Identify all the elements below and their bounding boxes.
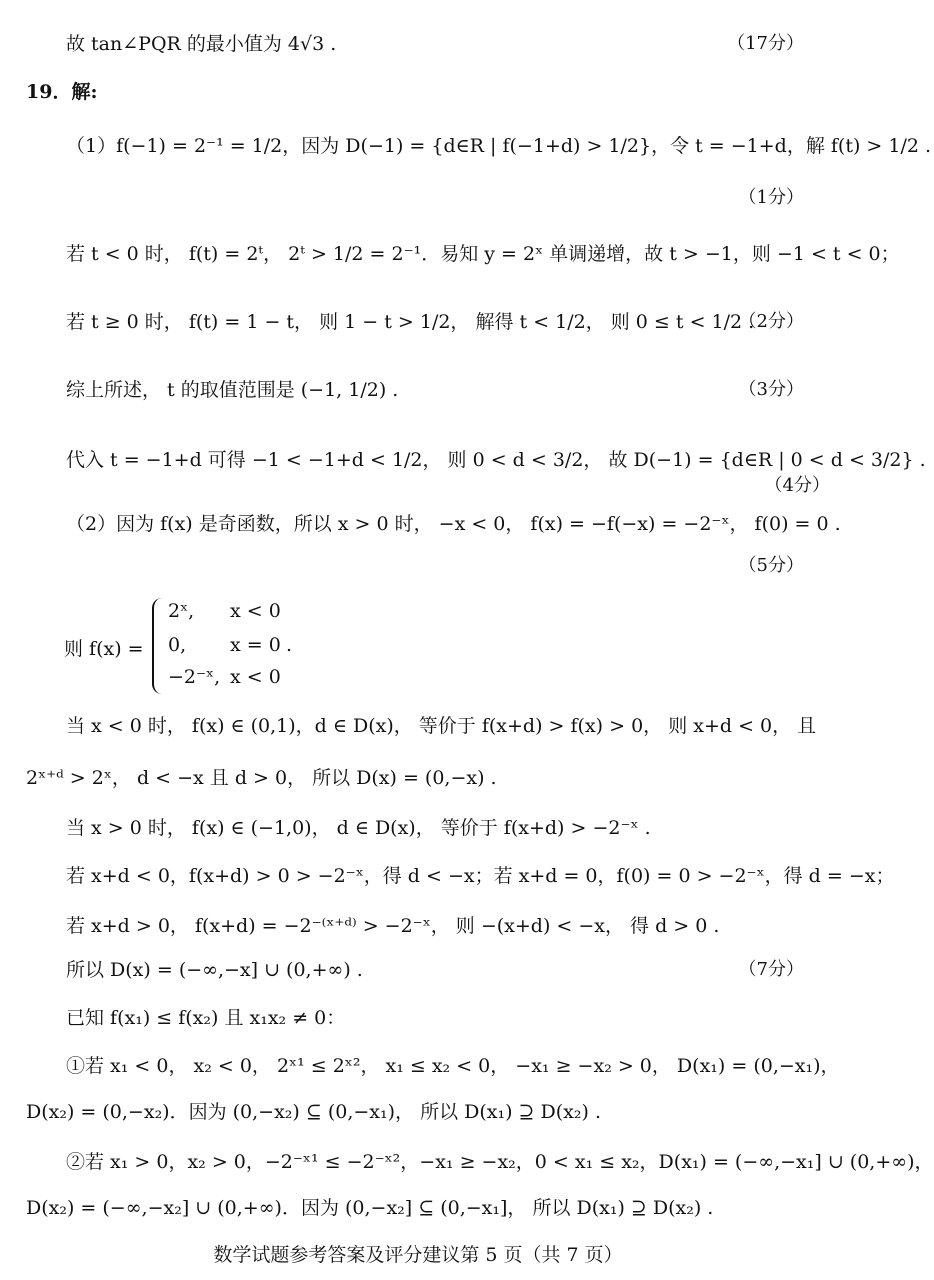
line-text: ②若 x₁ > 0，x₂ > 0，−2⁻ˣ¹ ≤ −2⁻ˣ²，−x₁ ≥ −x₂，0 < x₁ ≤ x₂，D(x₁) = (−∞,−x₁] ∪ (0,+∞)， [66, 1151, 934, 1173]
line-text: D(x₂) = (−∞,−x₂] ∪ (0,+∞)．因为 (0,−x₂] ⊆ (0,−x₁]， 所以 D(x₁) ⊇ D(x₂) . [26, 1197, 714, 1219]
score-label: （5分） [738, 555, 804, 576]
piecewise-case-cond: x < 0 [230, 666, 281, 688]
line-text: 所以 D(x) = (−∞,−x] ∪ (0,+∞) . [66, 959, 363, 981]
line-text: D(x₂) = (0,−x₂)．因为 (0,−x₂) ⊆ (0,−x₁)， 所以 D(x₁) ⊇ D(x₂) . [26, 1101, 601, 1123]
piecewise-case-cond: x = 0 [230, 634, 281, 656]
piecewise-label: 则 f(x) = [64, 638, 144, 660]
line-text: 若 t < 0 时， f(t) = 2ᵗ， 2ᵗ > 1/2 = 2⁻¹．易知 y = 2ˣ 单调递增，故 t > −1，则 −1 < t < 0； [66, 243, 900, 265]
left-brace [152, 598, 164, 694]
line-text: 当 x < 0 时， f(x) ∈ (0,1)，d ∈ D(x)， 等价于 f(x+d) > f(x) > 0， 则 x+d < 0， 且 [66, 715, 817, 737]
score-label: （17分） [727, 33, 804, 54]
score-label: （1分） [738, 187, 804, 208]
piecewise-case-expr: 2ˣ, [168, 600, 195, 622]
line-text: 故 tan∠PQR 的最小值为 4√3 . [66, 33, 337, 55]
score-label: （2分） [738, 311, 804, 332]
line-text: （1）f(−1) = 2⁻¹ = 1/2，因为 D(−1) = {d∈R | f(−1+d) > 1/2}，令 t = −1+d，解 f(t) > 1/2 . [66, 135, 932, 157]
line-text: 若 t ≥ 0 时， f(t) = 1 − t， 则 1 − t > 1/2， 解得 t < 1/2， 则 0 ≤ t < 1/2 . [66, 311, 755, 333]
line-text: 综上所述， t 的取值范围是 (−1, 1/2) . [66, 379, 399, 401]
line-text: 若 x+d < 0，f(x+d) > 0 > −2⁻ˣ，得 d < −x；若 x+d = 0，f(0) = 0 > −2⁻ˣ，得 d = −x； [66, 865, 895, 887]
line-text: 2ˣ⁺ᵈ > 2ˣ， d < −x 且 d > 0， 所以 D(x) = (0,−x) . [26, 767, 497, 789]
score-label: （3分） [738, 379, 804, 400]
line-text: ①若 x₁ < 0， x₂ < 0， 2ˣ¹ ≤ 2ˣ²， x₁ ≤ x₂ < 0， −x₁ ≥ −x₂ > 0， D(x₁) = (0,−x₁)， [66, 1055, 840, 1077]
score-label: （7分） [738, 959, 804, 980]
problem-heading: 19．解: [26, 81, 98, 103]
piecewise-case-cond: x < 0 [230, 600, 281, 622]
line-text: 当 x > 0 时， f(x) ∈ (−1,0)， d ∈ D(x)， 等价于 f(x+d) > −2⁻ˣ . [66, 817, 651, 839]
line-text: 代入 t = −1+d 可得 −1 < −1+d < 1/2， 则 0 < d < 3/2， 故 D(−1) = {d∈R | 0 < d < 3/2} . [66, 449, 926, 471]
piecewise-case-expr: 0, [168, 634, 187, 656]
piecewise-tail: . [286, 634, 293, 656]
line-text: 若 x+d > 0， f(x+d) = −2⁻⁽ˣ⁺ᵈ⁾ > −2⁻ˣ， 则 −(x+d) < −x， 得 d > 0 . [66, 915, 720, 937]
line-text: （2）因为 f(x) 是奇函数，所以 x > 0 时， −x < 0， f(x) = −f(−x) = −2⁻ˣ， f(0) = 0 . [66, 513, 841, 535]
line-text: 已知 f(x₁) ≤ f(x₂) 且 x₁x₂ ≠ 0： [66, 1007, 346, 1029]
score-label: （4分） [764, 475, 830, 496]
piecewise-case-expr: −2⁻ˣ, [168, 666, 221, 688]
page-footer: 数学试题参考答案及评分建议第 5 页（共 7 页） [213, 1244, 623, 1266]
